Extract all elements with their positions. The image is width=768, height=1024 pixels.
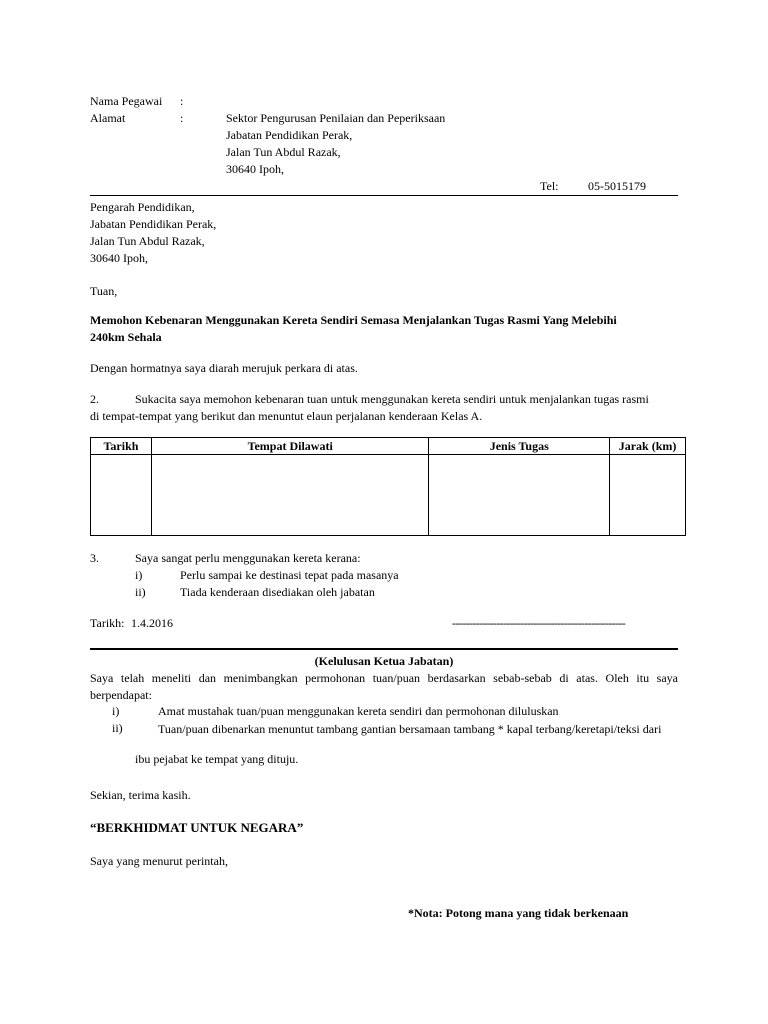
col-tarikh-header: Tarikh <box>91 438 152 455</box>
para2-line-1: Sukacita saya memohon kebenaran tuan untuk menggunakan kereta sendiri untuk menjalankan tugas rasmi <box>135 392 649 406</box>
col-jarak-header: Jarak (km) <box>610 438 686 455</box>
recipient-line-3: Jalan Tun Abdul Razak, <box>90 234 205 248</box>
address-line-3: Jalan Tun Abdul Razak, <box>226 145 341 159</box>
travel-table <box>90 437 686 536</box>
col-jenis-header: Jenis Tugas <box>429 438 610 455</box>
para2-line-2: di tempat-tempat yang berikut dan menuntut elaun perjalanan kenderaan Kelas A. <box>90 409 483 423</box>
table-header-row <box>91 438 686 455</box>
approval-item-1-num: i) <box>112 704 120 718</box>
closing-note: *Nota: Potong mana yang tidak berkenaan <box>408 906 629 920</box>
approval-divider <box>90 648 678 650</box>
para3-item-2-text: Tiada kenderaan disediakan oleh jabatan <box>180 585 375 599</box>
para3-intro: Saya sangat perlu menggunakan kereta kerana: <box>135 551 361 565</box>
nama-pegawai-label: Nama Pegawai <box>90 94 163 108</box>
approval-text: Saya telah meneliti dan menimbangkan permohonan tuan/puan berdasarkan sebab-sebab di atas. Oleh itu saya berpendapat: <box>90 671 678 702</box>
date-label: Tarikh: <box>90 616 125 630</box>
intro-text: Dengan hormatnya saya diarah merujuk perkara di atas. <box>90 361 358 375</box>
approval-title: (Kelulusan Ketua Jabatan) <box>314 654 454 668</box>
alamat-label: Alamat <box>90 111 126 125</box>
approval-item-2-num: ii) <box>112 721 123 735</box>
approval-item-2-text: Tuan/puan dibenarkan menuntut tambang gantian bersamaan tambang * kapal terbang/keretapi/teksi dari <box>158 722 662 736</box>
cell-tarikh[interactable] <box>91 455 152 536</box>
cell-tempat[interactable] <box>151 455 428 536</box>
closing-thanks: Sekian, terima kasih. <box>90 788 191 802</box>
approval-continuation: ibu pejabat ke tempat yang dituju. <box>135 752 299 766</box>
address-line-2: Jabatan Pendidikan Perak, <box>226 128 353 142</box>
subject-line-2: 240km Sehala <box>90 330 162 344</box>
recipient-line-1: Pengarah Pendidikan, <box>90 200 195 214</box>
alamat-colon: : <box>180 111 184 125</box>
recipient-line-2: Jabatan Pendidikan Perak, <box>90 217 217 231</box>
subject-line-1: Memohon Kebenaran Menggunakan Kereta Sendiri Semasa Menjalankan Tugas Rasmi Yang Melebihi <box>90 313 617 327</box>
date-value: 1.4.2016 <box>131 616 173 630</box>
para3-item-2-num: ii) <box>135 585 146 599</box>
tel-value: 05-5015179 <box>588 179 646 193</box>
salutation: Tuan, <box>90 284 118 298</box>
para3-number: 3. <box>90 551 99 565</box>
closing-motto: “BERKHIDMAT UNTUK NEGARA” <box>90 820 304 835</box>
cell-jarak[interactable] <box>610 455 686 536</box>
address-line-1: Sektor Pengurusan Penilaian dan Peperiksaan <box>226 111 446 125</box>
approval-item-1-text: Amat mustahak tuan/puan menggunakan kereta sendiri dan permohonan diluluskan <box>158 704 559 718</box>
recipient-line-4: 30640 Ipoh, <box>90 251 148 265</box>
tel-label: Tel: <box>540 179 559 193</box>
col-tempat-header: Tempat Dilawati <box>151 438 428 455</box>
nama-pegawai-colon: : <box>180 94 184 108</box>
signature-line: --------------------------------------------------- <box>452 616 626 630</box>
header-divider <box>90 195 678 196</box>
para2-number: 2. <box>90 392 99 406</box>
para3-item-1-num: i) <box>135 568 143 582</box>
closing-sign-off: Saya yang menurut perintah, <box>90 854 228 868</box>
cell-jenis[interactable] <box>429 455 610 536</box>
address-line-4: 30640 Ipoh, <box>226 162 284 176</box>
para3-item-1-text: Perlu sampai ke destinasi tepat pada masanya <box>180 568 399 582</box>
table-row <box>91 455 686 536</box>
